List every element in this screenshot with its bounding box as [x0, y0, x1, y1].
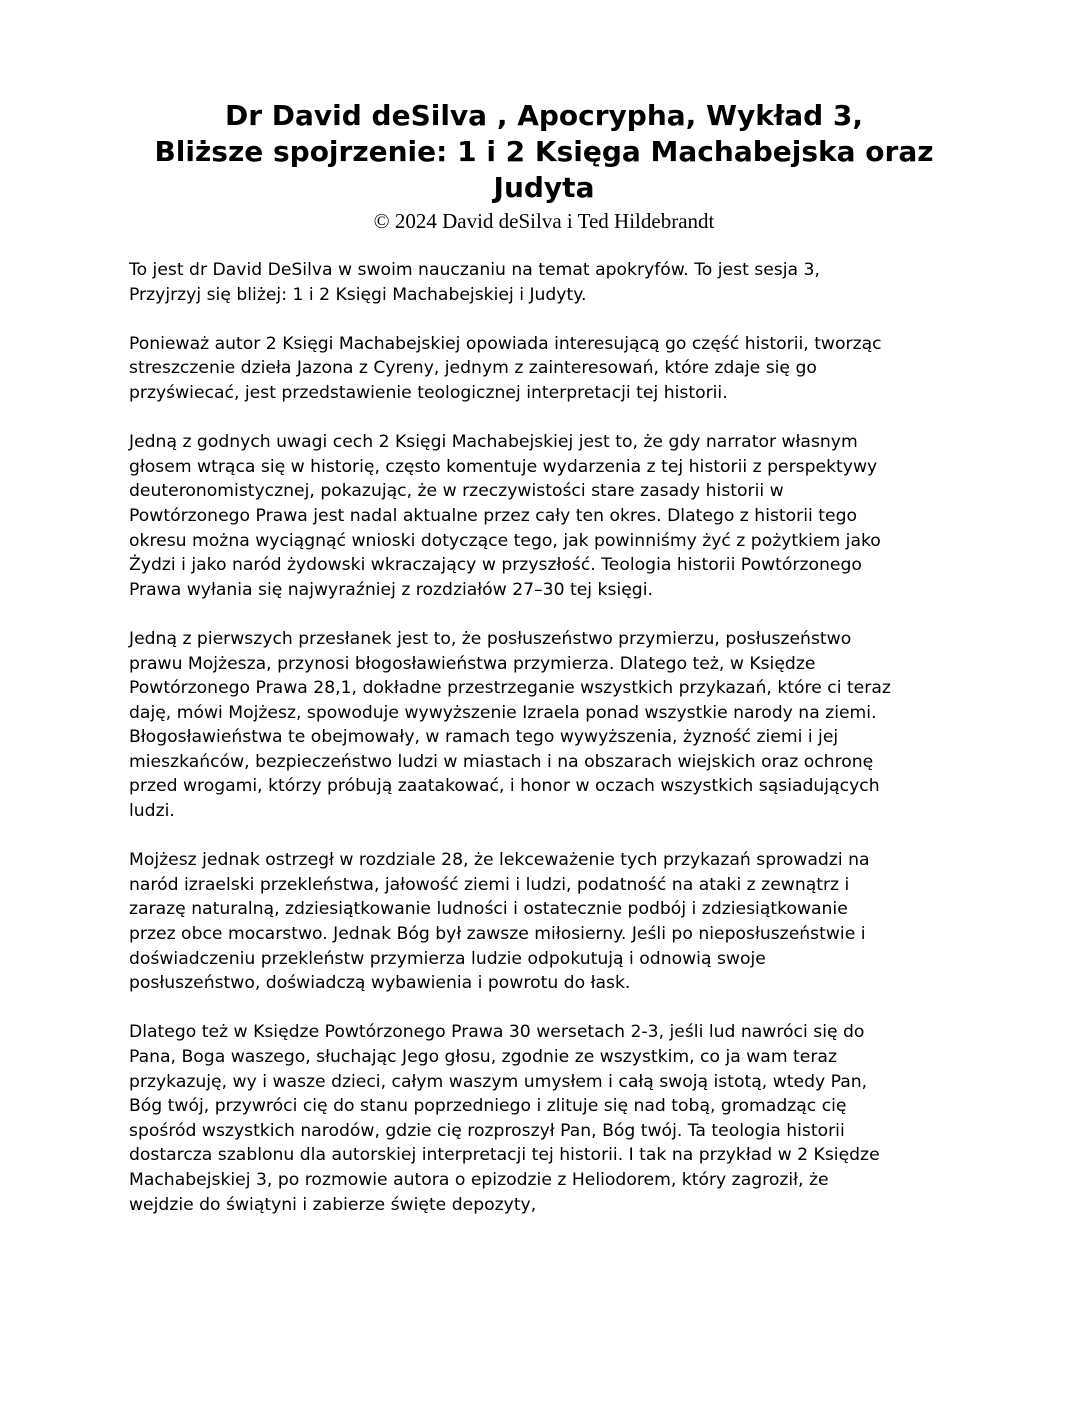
text-line: głosem wtrąca się w historię, często komentuje wydarzenia z tej historii z perspektywy [129, 456, 878, 477]
paragraph-1 [129, 258, 959, 307]
title-line: Bliższe spojrzenie: 1 i 2 Księga Machabejska oraz [154, 135, 934, 168]
text-line: naród izraelski przekleństwa, jałowość ziemi i ludzi, podatność na ataki z zewnątrz i [129, 874, 850, 895]
text-line: Pana, Boga waszego, słuchając Jego głosu, zgodnie ze wszystkim, co ja wam teraz [129, 1047, 837, 1067]
text-line: Jedną z pierwszych przesłanek jest to, że posłuszeństwo przymierzu, posłuszeństwo [129, 628, 852, 649]
text-line: Bóg twój, przywróci cię do stanu poprzedniego i zlituje się nad tobą, gromadząc cię [129, 1096, 847, 1117]
text-line: Ponieważ autor 2 Księgi Machabejskiej opowiada interesującą go część historii, tworząc [129, 333, 882, 354]
copyright-line: © 2024 David deSilva i Ted Hildebrandt [373, 209, 715, 233]
text-line: przed wrogami, którzy próbują zaatakować, i honor w oczach wszystkich sąsiadujących [129, 776, 880, 797]
text-line: daję, mówi Mojżesz, spowoduje wywyższenie Izraela ponad wszystkie narody na ziemi. [129, 702, 877, 723]
text-line: Prawa wyłania się najwyraźniej z rozdziałów 27–30 tej księgi. [129, 579, 653, 600]
text-line: wejdzie do świątyni i zabierze święte depozyty, [129, 1194, 537, 1215]
text-line: Przyjrzyj się bliżej: 1 i 2 Księgi Machabejskiej i Judyty. [129, 284, 587, 305]
text-line: doświadczeniu przekleństw przymierza ludzie odpokutują i odnowią swoje [129, 948, 766, 969]
text-line: Jedną z godnych uwagi cech 2 Księgi Machabejskiej jest to, że gdy narrator własnym [129, 432, 858, 453]
paragraph-3 [129, 430, 959, 602]
text-line: zarazę naturalną, zdziesiątkowanie ludności i ostatecznie podbój i zdziesiątkowanie [129, 899, 848, 920]
text-line: Błogosławieństwa te obejmowały, w ramach tego wywyższenia, żyzność ziemi i jej [129, 727, 839, 748]
text-line: posłuszeństwo, doświadczą wybawienia i powrotu do łask. [129, 973, 631, 994]
text-line: okresu można wyciągnąć wnioski dotyczące tego, jak powinniśmy żyć z pożytkiem jako [129, 530, 881, 551]
text-line: deuteronomistycznej, pokazując, że w rzeczywistości stare zasady historii w [129, 481, 784, 502]
text-line: Powtórzonego Prawa 28,1, dokładne przestrzeganie wszystkich przykazań, które ci teraz [129, 678, 891, 699]
text-line: dostarcza szablonu dla autorskiej interpretacji tej historii. I tak na przykład w 2 Księdze [129, 1145, 880, 1166]
document-body [129, 258, 959, 1242]
title-line: Judyta [493, 171, 595, 204]
document-title [100, 98, 988, 206]
title-line: Dr David deSilva , Apocrypha, Wykład 3, [224, 99, 864, 132]
text-line: Mojżesz jednak ostrzegł w rozdziale 28, że lekceważenie tych przykazań sprowadzi na [129, 850, 870, 871]
text-line: przez obce mocarstwo. Jednak Bóg był zawsze miłosierny. Jeśli po nieposłuszeństwie i [129, 924, 866, 945]
text-line: przyświecać, jest przedstawienie teologicznej interpretacji tej historii. [129, 382, 728, 403]
text-line: prawu Mojżesza, przynosi błogosławieństwa przymierza. Dlatego też, w Księdze [129, 653, 816, 674]
text-line: Powtórzonego Prawa jest nadal aktualne przez cały ten okres. Dlatego z historii tego [129, 505, 857, 526]
text-line: Machabejskiej 3, po rozmowie autora o epizodzie z Heliodorem, który zagroził, że [129, 1169, 829, 1190]
paragraph-5 [129, 848, 959, 996]
text-line: To jest dr David DeSilva w swoim nauczaniu na temat apokryfów. To jest sesja 3, [129, 260, 820, 280]
paragraph-2 [129, 332, 959, 406]
text-line: Żydzi i jako naród żydowski wkraczający w przyszłość. Teologia historii Powtórzonego [129, 555, 862, 576]
paragraph-6 [129, 1020, 959, 1217]
text-line: ludzi. [129, 801, 175, 822]
text-line: przykazuję, wy i wasze dzieci, całym waszym umysłem i całą swoją istotą, wtedy Pan, [129, 1071, 868, 1092]
paragraph-4 [129, 627, 959, 824]
text-line: spośród wszystkich narodów, gdzie cię rozproszył Pan, Bóg twój. Ta teologia historii [129, 1120, 845, 1141]
text-line: mieszkańców, bezpieczeństwo ludzi w miastach i na obszarach wiejskich oraz ochronę [129, 751, 874, 772]
text-line: streszczenie dzieła Jazona z Cyreny, jednym z zainteresowań, które zdaje się go [129, 358, 817, 379]
text-line: Dlatego też w Księdze Powtórzonego Prawa 30 wersetach 2-3, jeśli lud nawróci się do [129, 1022, 865, 1043]
